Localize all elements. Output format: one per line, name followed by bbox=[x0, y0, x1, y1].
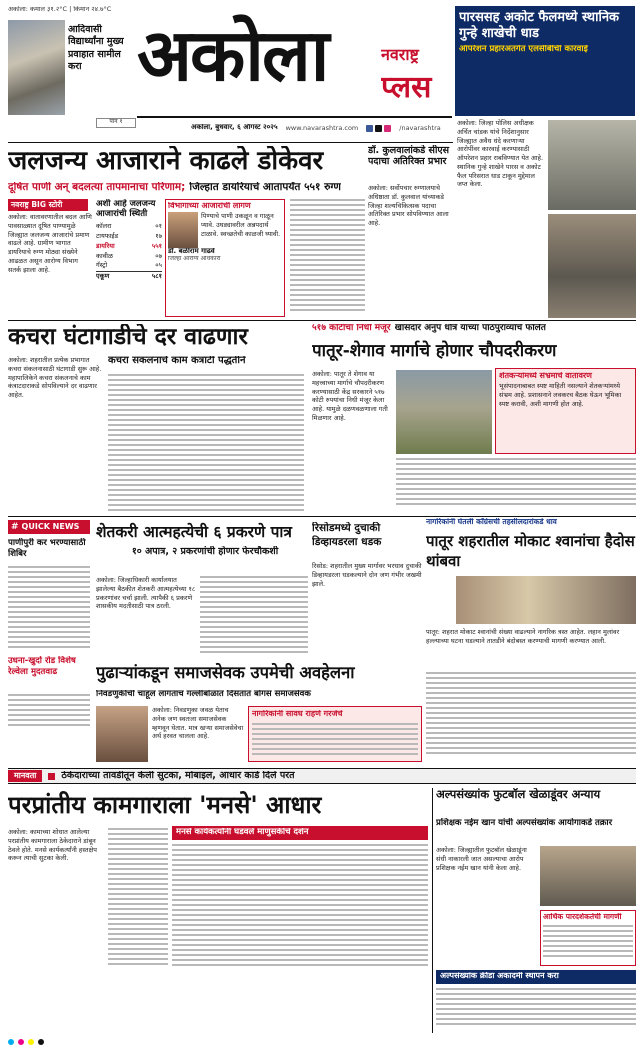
farmers-box-body: भूसंपादनाबाबत स्पष्ट माहिती नसल्याने शेतकऱ्यांमध्ये संभ्रम आहे. प्रशासनाने लवकरच बैठक घेऊन भूमिका स्पष्ट करावी, अशी मागणी होत आहे. bbox=[499, 382, 622, 408]
advice-body: पिण्याचे पाणी उकळून व गाळून प्यावे. उघड्यावरील अन्नपदार्थ टाळावे. स्वच्छतेची काळजी घ्यावी. bbox=[201, 212, 281, 238]
social-handle: /navarashtra bbox=[399, 124, 441, 132]
farmer-body: अकोला: जिल्हाधिकारी कार्यालयात झालेल्या बैठकीत शेतकरी आत्महत्येच्या १८ प्रकरणांवर चर्चा झाली. त्यापैकी ६ प्रकरणे शासकीय मदतीसाठी पात्र ठरली. bbox=[96, 576, 196, 611]
patur-body: पातूर: शहरात मोकाट श्वानांची संख्या वाढल्याने नागरिक त्रस्त आहेत. लहान मुलांवर हल्ल्याच्या घटना घडल्याने तातडीने बंदोबस्त करण्याची मागणी करण्यात आली. bbox=[426, 628, 620, 645]
road-kicker-red: ५१७ कोटींचा निधी मंजूर bbox=[312, 324, 391, 333]
mns-headline: परप्रांतीय कामगाराला 'मनसे' आधार bbox=[8, 791, 322, 819]
road-photo bbox=[396, 370, 492, 454]
social-subhead: निवडणुकीची चाहूल लागताच गल्लीबोळात दिसतात बोगस समाजसेवक bbox=[96, 690, 311, 699]
patur-headline: पातूर शहरातील मोकाट श्वानांचा हैदोस थांबवा bbox=[426, 532, 635, 570]
garbage-headline: कचरा घंटागाडीचे दर वाढणार bbox=[8, 324, 248, 350]
road-body: अकोला: पातूर ते शेगाव या महत्त्वाच्या मार्गाचे चौपदरीकरण करण्यासाठी केंद्र सरकारने ५१७ कोटी रुपयांचा निधी मंजूर केला आहे. यामुळे दळणवळणाला गती मिळणार आहे. bbox=[312, 370, 388, 422]
finance-box-title: आर्थिक पारदर्शकतेची मागणी bbox=[543, 913, 622, 921]
social-icons bbox=[366, 125, 391, 132]
football-photo bbox=[540, 846, 636, 906]
social-box-title: नागरिकांनी सावध राहणे गरजेचे bbox=[252, 710, 343, 718]
register-marks bbox=[8, 1038, 636, 1046]
risod-body: रिसोड: शहरातील मुख्य मार्गावर भरधाव दुचाकी डिव्हायडरला धडकल्याने दोन जण गंभीर जखमी झाले. bbox=[312, 562, 422, 588]
website: www.navarashtra.com bbox=[285, 124, 359, 132]
mns-box-title-bar bbox=[172, 826, 428, 840]
stats-row: डायरिया ५५१ bbox=[96, 241, 162, 250]
lead-subhead-red: दूषित पाणी अन् बदलत्या तापमानाचा परिणाम; bbox=[8, 182, 186, 193]
instagram-icon bbox=[384, 125, 391, 132]
big-story-kicker: नवराष्ट्र BIG स्टोरी bbox=[8, 199, 88, 211]
right-top-subhead: ऑपरेशन प्रहारअंतर्गत एलसीबीची कारवाई bbox=[459, 45, 588, 55]
lead-body-col1: अकोला: वातावरणातील बदल आणि पावसाळ्यात दूषित पाण्यामुळे जिल्ह्यात जलजन्य आजारांचे प्रमाण वाढले आहे. ग्रामीण भागात डायरियाचे रुग्ण मोठ्या संख्येने आढळत असून आरोग्य विभाग सतर्क झाला आहे. bbox=[8, 213, 92, 274]
bullet-icon bbox=[48, 773, 55, 780]
promo-text: आदिवासी विद्यार्थ्यांना मुख्य प्रवाहात सामील करा bbox=[68, 24, 124, 73]
farmer-headline: शेतकरी आत्महत्येची ६ प्रकरणे पात्र bbox=[96, 523, 292, 541]
quick-h1: पाणीपुरी कर भरण्यासाठी शिबिर bbox=[8, 538, 86, 560]
academy-bar bbox=[436, 970, 636, 984]
social-headline: पुढाऱ्यांकडून समाजसेवक उपमेची अवहेलना bbox=[96, 663, 355, 682]
right-top-headline: पारससह अकोट फैलमध्ये स्थानिक गुन्हे शाखेची धाड bbox=[459, 10, 620, 41]
farmer-subhead: १० अपात्र, २ प्रकरणांची होणार फेरचौकशी bbox=[131, 546, 279, 557]
leader-photo bbox=[96, 706, 148, 762]
mns-box-title: मनसे कार्यकर्त्यांनी घडवले माणुसकीचे दर्शन bbox=[176, 828, 309, 837]
road-headline: पातूर-शेगाव मार्गाचे होणार चौपदरीकरण bbox=[312, 341, 557, 361]
quick-h2: उधना-खुर्दा रोड विशेष रेल्वेला मुदतवाढ bbox=[8, 656, 76, 678]
right-top-body: अकोला: जिल्हा पोलिस अधीक्षक अर्चित चांडक यांचे निर्देशानुसार जिल्ह्यात अवैध धंदे करणाऱ्या आरोपींवर कारवाई करण्यासाठी ऑपरेशन प्रहार राबविण्यात येत आहे. स्थानिक गुन्हे शाखेने पारस व अकोट फैल परिसरात धाड टाकून मुद्देमाल जप्त केला. bbox=[457, 119, 544, 189]
social-box bbox=[248, 706, 422, 762]
strip-text: ठेकेदाराच्या तावडीतून केली सुटका, मोबाइल, आधार कार्ड दिले परत bbox=[61, 771, 295, 781]
weather-line: अकोला: कमाल ३१.२°C | किमान २४.७°C bbox=[8, 6, 112, 13]
quick-news-label: # QUICK NEWS bbox=[8, 520, 90, 534]
patur-kicker: नागरिकांनी घेतली काँग्रेसची तहसीलदारांकडे धाव bbox=[426, 518, 557, 526]
stats-row: कॉलरा ०१ bbox=[96, 222, 162, 231]
finance-box bbox=[540, 910, 636, 966]
strip-tag: मानवता bbox=[8, 770, 42, 782]
right-top-banner bbox=[455, 6, 635, 116]
garbage-body: अकोला: शहरातील प्रत्येक प्रभागात कचरा संकलनासाठी घंटागाडी सुरू आहे. महापालिकेने कचरा संकलनाचे काम कंत्राटदाराकडे सोपविल्याने दर वाढणार आहेत. bbox=[8, 356, 102, 400]
patur-photo bbox=[456, 576, 636, 624]
academy-title: अल्पसंख्यांक क्रीडा अकादमी स्थापन करा bbox=[440, 972, 559, 980]
advice-name: डॉ. बळीराम गाढवे bbox=[168, 248, 215, 256]
promo-photo bbox=[8, 20, 65, 115]
road-kicker bbox=[312, 324, 636, 338]
risod-headline: रिसोडमध्ये दुचाकी डिव्हायडरला धडक bbox=[312, 522, 382, 548]
facebook-icon bbox=[366, 125, 373, 132]
officer-photo bbox=[548, 120, 636, 210]
date-line: अकोला, बुधवार, ६ ऑगस्ट २०२५ bbox=[191, 124, 278, 132]
masthead: अकोला bbox=[137, 14, 328, 97]
advice-box bbox=[165, 199, 285, 317]
advice-role: जिल्हा आरोग्य अधिकारी bbox=[168, 255, 221, 262]
football-headline: अल्पसंख्यांक फुटबॉल खेळाडूंवर अन्याय bbox=[436, 788, 601, 801]
masthead-tag: नवराष्ट्र bbox=[381, 47, 419, 64]
farmers-box-title: शेतकऱ्यांमध्ये संभ्रमाचे वातावरण bbox=[499, 372, 592, 380]
humanity-strip bbox=[8, 768, 636, 784]
dateline-bar bbox=[137, 116, 452, 138]
stats-title: अशी आहे जलजन्य आजारांची स्थिती bbox=[96, 199, 156, 220]
stats-table bbox=[96, 222, 162, 282]
road-kicker-rest: खासदार अनुप धोत्रे यांच्या पाठपुराव्याचे फलित bbox=[394, 324, 546, 333]
social-body: अकोला: निवडणुका जवळ येताच अनेक जण स्वतःला समाजसेवक म्हणवून घेतात. मात्र खऱ्या समाजसेवेचा अर्थ हरवत चालला आहे. bbox=[152, 706, 244, 741]
stats-row: कावीळ ०७ bbox=[96, 251, 162, 260]
football-subhead: प्रशिक्षक नईम खान यांची अल्पसंख्यांक आयोगाकडे तक्रार bbox=[436, 818, 613, 828]
stats-row: टायफाईड १७ bbox=[96, 232, 162, 241]
football-body: अकोला: जिल्ह्यातील फुटबॉल खेळाडूंना संधी नाकारली जात असल्याचा आरोप प्रशिक्षक नईम खान यांनी केला आहे. bbox=[436, 846, 527, 872]
masthead-plus: प्लस bbox=[381, 71, 432, 105]
seized-goods-photo bbox=[548, 214, 636, 318]
doctor-photo bbox=[168, 212, 198, 248]
lead-subhead-black: जिल्हात डायरियाचे आतापर्यंत ५५१ रुग्ण bbox=[189, 182, 341, 193]
dr-headline: डॉ. कुलवालांकडे सीएस पदाचा अतिरिक्त प्रभार bbox=[368, 145, 450, 168]
advice-title: विभागाच्या आजारांची लागण bbox=[168, 202, 251, 210]
dr-body: अकोला: सर्वोपचार रुग्णालयाचे अधिष्ठाता डॉ. कुलवाल यांच्याकडे जिल्हा शल्यचिकित्सक पदाचा अतिरिक्त प्रभार सोपविण्यात आला आहे. bbox=[368, 184, 449, 228]
hash-icon: # bbox=[11, 522, 19, 532]
mns-body: अकोला: कामाच्या शोधात आलेल्या परप्रांतीय कामगाराला ठेकेदाराने डांबून ठेवले होते. मनसे कार्यकर्त्यांनी हस्तक्षेप करून त्याची सुटका केली. bbox=[8, 828, 97, 863]
lead-headline: जलजन्य आजाराने काढले डोकेवर bbox=[8, 146, 324, 176]
page-tag: पान १ bbox=[96, 118, 136, 128]
x-icon bbox=[375, 125, 382, 132]
garbage-subhead: कचरा संकलनाचे काम कंत्राटी पद्धतीने bbox=[108, 356, 246, 366]
stats-box bbox=[96, 199, 162, 317]
stats-row: एकूण ५८१ bbox=[96, 272, 162, 281]
stats-row: गॅस्ट्रो ०५ bbox=[96, 261, 162, 270]
farmers-box bbox=[495, 368, 636, 454]
